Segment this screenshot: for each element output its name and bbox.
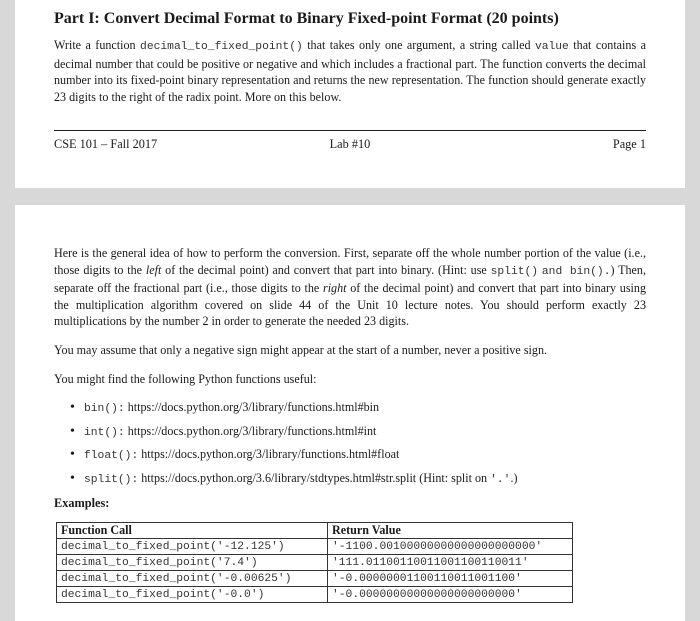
examples-table	[56, 522, 573, 603]
function-name-code: decimal_to_fixed_point()	[140, 41, 303, 53]
examples-heading: Examples:	[54, 496, 110, 510]
table-row	[57, 555, 573, 571]
function-code: float():	[84, 450, 139, 462]
function-call-cell: decimal_to_fixed_point('7.4')	[57, 555, 328, 571]
task-text-3: that contains a decimal number that could be positive or negative and which includes a fractional part. The function converts the decimal number into its fixed-point binary representation and returns the new representation. The function should generate exactly 23 digits to the right of the radix point. More on this below.	[54, 38, 646, 104]
useful-functions-note: You might find the following Python functions useful:	[54, 372, 317, 386]
list-item-float	[70, 443, 646, 467]
right-emphasis: right	[322, 281, 347, 296]
footer-page-number: Page 1	[612, 137, 646, 151]
list-item-int	[70, 420, 646, 444]
document-page-2	[15, 205, 685, 621]
doc-link[interactable]: https://docs.python.org/3/library/functions.html#int	[124, 423, 377, 438]
return-value-cell: '-0.00000001100110011001100'	[328, 571, 573, 587]
function-call-cell: decimal_to_fixed_point('-0.00625')	[57, 571, 328, 587]
bullet-icon: •	[70, 400, 75, 415]
doc-link[interactable]: https://docs.python.org/3.6/library/stdtypes.html#str.split (Hint: split on	[138, 470, 491, 485]
explanation-text-4: of the decimal point) and convert that part into binary using the multiplication algorithm covered on slide 44 of the Unit 10 lecture notes. You should perform exactly 23 multiplications by the number 2 in order to generate the needed 23 digits.	[54, 281, 646, 329]
doc-link[interactable]: https://docs.python.org/3/library/functions.html#float	[138, 447, 400, 461]
task-description	[54, 37, 646, 105]
footer-lab: Lab #10	[329, 137, 371, 151]
explanation-text-2: of the decimal point) and convert that part into binary. (Hint: use	[161, 262, 491, 277]
return-value-cell: '-1100.00100000000000000000000'	[328, 539, 573, 555]
footer-course: CSE 101 – Fall 2017	[54, 137, 158, 151]
useful-functions-list	[70, 396, 646, 490]
bullet-icon: •	[70, 447, 75, 462]
conversion-explanation	[54, 245, 646, 330]
table-header-row	[57, 523, 573, 539]
header-function-call: Function Call	[57, 523, 328, 539]
hint-end: .)	[510, 470, 518, 485]
task-text-1: Write a function	[54, 38, 141, 52]
explanation-text-3: ) Then, separate off the fractional part (i.e., those digits to the	[54, 262, 646, 296]
left-emphasis: left	[145, 262, 162, 277]
table-row	[57, 571, 573, 587]
bullet-icon: •	[70, 470, 75, 486]
bullet-icon: •	[70, 423, 75, 439]
explanation-text-1: Here is the general idea of how to perform the conversion. First, separate off the whole number portion of the value (i.e., those digits to the	[54, 246, 646, 277]
function-code: bin():	[84, 403, 125, 415]
part-heading: Part I: Convert Decimal Format to Binary Fixed-point Format (20 points)	[54, 10, 559, 27]
page-footer	[54, 130, 646, 151]
return-value-cell: '-0.00000000000000000000000'	[328, 587, 573, 603]
header-return-value: Return Value	[328, 523, 573, 539]
argument-name-code: value	[534, 41, 569, 53]
bin-code: and bin().	[541, 265, 611, 278]
task-text-2: that takes only one argument, a string called	[302, 38, 535, 52]
function-code: int():	[84, 426, 125, 439]
list-item-split	[70, 467, 646, 491]
hint-code: '.'	[490, 473, 511, 486]
return-value-cell: '111.01100110011001100110011'	[328, 555, 573, 571]
document-page-1	[15, 0, 685, 188]
table-row	[57, 587, 573, 603]
split-code: split()	[490, 265, 539, 278]
function-code: split():	[84, 473, 139, 486]
list-item-bin	[70, 396, 646, 420]
function-call-cell: decimal_to_fixed_point('-0.0')	[57, 587, 328, 603]
function-call-cell: decimal_to_fixed_point('-12.125')	[57, 539, 328, 555]
doc-link[interactable]: https://docs.python.org/3/library/functions.html#bin	[124, 400, 380, 414]
negative-sign-note: You may assume that only a negative sign might appear at the start of a number, never a positive sign.	[54, 343, 548, 357]
table-row	[57, 539, 573, 555]
